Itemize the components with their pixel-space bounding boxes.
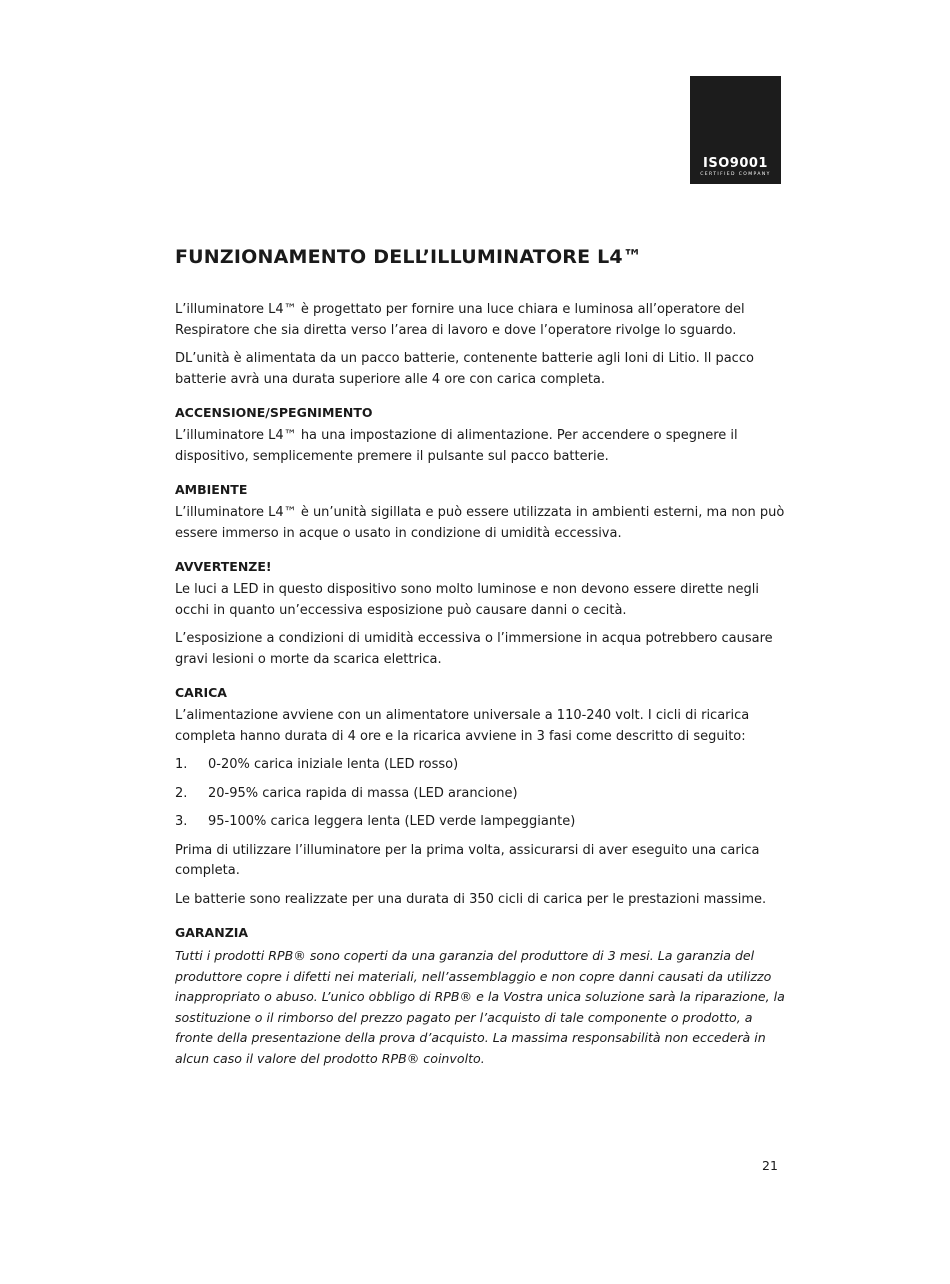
list-item-text: 20-95% carica rapida di massa (LED arancione)	[208, 785, 518, 801]
section-heading-avvertenze: AVVERTENZE!	[175, 559, 272, 574]
list-item-number: 1.	[175, 757, 188, 772]
section-heading-garanzia: GARANZIA	[175, 925, 249, 940]
list-item-number: 3.	[175, 814, 188, 829]
section-heading-carica: CARICA	[175, 685, 227, 700]
section-heading-ambiente: AMBIENTE	[175, 482, 248, 497]
list-item-text: 0-20% carica iniziale lenta (LED rosso)	[208, 757, 459, 772]
list-item	[175, 812, 785, 833]
section-heading-accensione: ACCENSIONE/SPEGNIMENTO	[175, 405, 373, 420]
document-body	[175, 244, 785, 1077]
charging-steps-list	[175, 755, 785, 833]
badge-subtitle: CERTIFIED COMPANY	[700, 172, 771, 177]
section-body-carica-note-2: Le batterie sono realizzate per una durata di 350 cicli di carica per le prestazioni massime.	[175, 891, 767, 907]
intro-paragraph-1: L’illuminatore L4™ è progettato per fornire una luce chiara e luminosa all’operatore del Respiratore che sia diretta verso l’area di lavoro e dove l’operatore rivolge lo sguardo.	[175, 302, 745, 338]
list-item-text: 95-100% carica leggera lenta (LED verde lampeggiante)	[208, 814, 576, 829]
list-item-number: 2.	[175, 785, 188, 801]
iso-certification-badge	[690, 76, 781, 184]
section-body-garanzia: Tutti i prodotti RPB® sono coperti da una garanzia del produttore di 3 mesi. La garanzia del produttore copre i difetti nei materiali, nell’assemblaggio e non copre danni causati da utilizzo inappropriato o abuso. L’unico obbligo di RPB® e la Vostra unica soluzione sarà la riparazione, la sostituzione o il rimborso del prezzo pagato per l’acquisto di tale componente o prodotto, a fronte della presentazione della prova d’acquisto. La massima responsabilità non eccederà in alcun caso il valore del prodotto RPB® coinvolto.	[175, 948, 785, 1066]
section-body-avvertenze-2: L’esposizione a condizioni di umidità eccessiva o l’immersione in acqua potrebbero causare gravi lesioni o morte da scarica elettrica.	[175, 631, 773, 667]
section-body-carica: L’alimentazione avviene con un alimentatore universale a 110-240 volt. I cicli di ricarica completa hanno durata di 4 ore e la ricarica avviene in 3 fasi come descritto di seguito:	[175, 708, 750, 744]
section-body-carica-note-1: Prima di utilizzare l’illuminatore per la prima volta, assicurarsi di aver eseguito una carica completa.	[175, 842, 760, 878]
intro-paragraph-2: DL’unità è alimentata da un pacco batterie, contenente batterie agli Ioni di Litio. Il pacco batterie avrà una durata superiore alle 4 ore con carica completa.	[175, 351, 754, 387]
badge-title: ISO9001	[703, 156, 768, 171]
section-body-avvertenze-1: Le luci a LED in questo dispositivo sono molto luminose e non devono essere dirette negli occhi in quanto un’eccessiva esposizione può causare danni o cecità.	[175, 582, 760, 618]
list-item	[175, 784, 785, 805]
page-title: FUNZIONAMENTO DELL’ILLUMINATORE L4™	[175, 246, 643, 268]
list-item	[175, 755, 785, 776]
section-body-ambiente: L’illuminatore L4™ è un’unità sigillata e può essere utilizzata in ambienti esterni, ma non può essere immerso in acque o usato in condizione di umidità eccessiva.	[175, 505, 785, 541]
section-body-accensione: L’illuminatore L4™ ha una impostazione di alimentazione. Per accendere o spegnere il dispositivo, semplicemente premere il pulsante sul pacco batterie.	[175, 428, 738, 464]
page-number: 21	[762, 1158, 778, 1173]
